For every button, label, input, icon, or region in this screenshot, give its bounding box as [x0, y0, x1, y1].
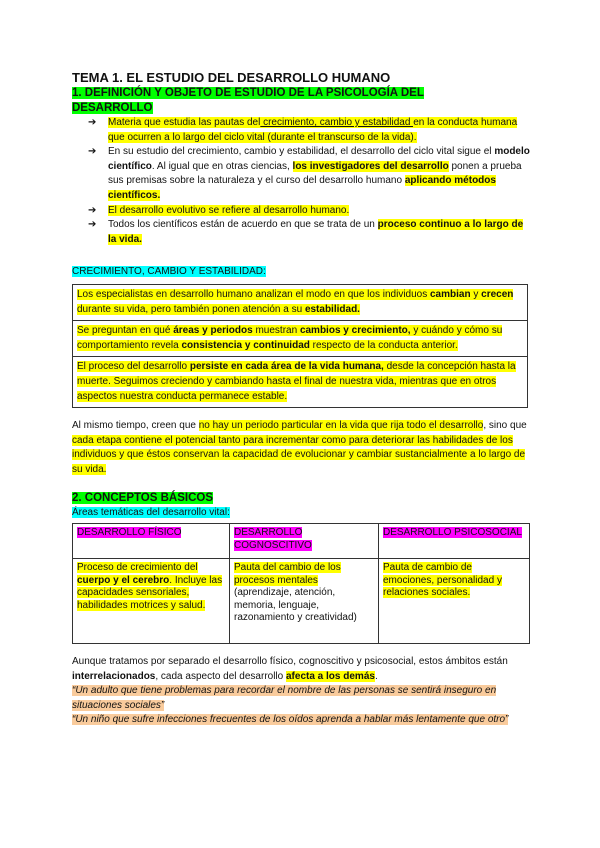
section1-heading-line2: DESARROLLO: [72, 102, 153, 114]
bullet1-text-b: crecimiento, cambio y estabilidad: [260, 117, 414, 128]
quote2-text: “Un niño que sufre infecciones frecuentes de los oídos aprenda a hablar más lentamente que otro”: [72, 714, 509, 726]
bullet3-text: El desarrollo evolutivo se refiere al desarrollo humano.: [108, 204, 350, 216]
para-text-a: Al mismo tiempo, creen que: [72, 420, 199, 432]
box2-text-c: muestran: [252, 325, 300, 337]
cognoscitivo-text-b: (aprendizaje, atención, memoria, lenguaje, razonamiento y creatividad): [234, 587, 357, 624]
cognoscitivo-text-a: Pauta del cambio de los procesos mentales: [234, 562, 341, 586]
bullet1-text-a: Materia que estudia las pautas del: [108, 117, 261, 128]
example-quote-2: [72, 713, 532, 728]
closing-text-b: interrelacionados: [72, 670, 156, 682]
table-header-cell: [73, 524, 230, 559]
box1-text-d: crecen: [481, 288, 514, 300]
bullet4-text-a: Todos los científicos están de acuerdo en que se trata de un: [108, 219, 378, 231]
list-item: [72, 116, 532, 145]
box1-text-a: Los especialistas en desarrollo humano analizan el modo en que los individuos: [77, 288, 430, 300]
para-text-c: , sino que: [483, 420, 527, 432]
table-header-cell: [379, 524, 530, 559]
growth-section-label: [72, 265, 532, 280]
para-text-b: no hay un periodo particular en la vida que rija todo el desarrollo: [198, 420, 484, 432]
table-cell: [73, 559, 230, 644]
bullet2-text-b: modelo científico: [108, 146, 530, 172]
list-item: [72, 204, 532, 219]
closing-text-d: afecta a los demás: [286, 670, 375, 682]
definition-list: [72, 116, 532, 247]
growth-label: CRECIMIENTO, CAMBIO Y ESTABILIDAD:: [72, 266, 266, 278]
growth-box-3: [73, 356, 527, 407]
closing-text-e: .: [374, 670, 378, 682]
fisico-text-c: . Incluye las capacidades sensoriales, habilidades motrices y salud.: [77, 574, 223, 611]
growth-boxes: [72, 284, 528, 408]
header-fisico: DESARROLLO FÍSICO: [77, 527, 182, 539]
box3-text-c: desde la concepción hasta la muerte. Seguimos creciendo y cambiando hasta el final de nuestra vida, mientras que en otros aspectos nuestra conducta permanece estable.: [77, 361, 516, 402]
box2-text-b: áreas y periodos: [173, 325, 253, 337]
section1-heading: [72, 86, 532, 116]
para-text-d: cada etapa contiene el potencial tanto para incrementar como para deteriorar las habilidades de los individuos y que éstos conservan la capacidad de evolucionar y cambiar sustancialmente a lo largo de su vida.: [72, 434, 526, 475]
bullet4-text-b: proceso continuo a lo largo de la vida.: [108, 219, 524, 245]
section2-heading-text: 2. CONCEPTOS BÁSICOS: [72, 492, 214, 505]
table-cell: [379, 559, 530, 644]
growth-box-2: [73, 320, 527, 356]
list-item: [72, 218, 532, 247]
quote1-text: “Un adulto que tiene problemas para recordar el nombre de las personas se sentirá inseguro en situaciones sociales”: [72, 685, 497, 711]
arrow-right-icon: ➔: [88, 204, 97, 216]
box3-text-a: El proceso del desarrollo: [77, 361, 190, 373]
document-page: [72, 70, 532, 728]
table-cell: [230, 559, 379, 644]
section1-heading-line1: 1. DEFINICIÓN Y OBJETO DE ESTUDIO DE LA PSICOLOGÍA DEL: [72, 87, 424, 99]
arrow-right-icon: ➔: [88, 117, 97, 128]
lifespan-paragraph: [72, 419, 532, 477]
arrow-right-icon: ➔: [88, 219, 97, 231]
header-cognoscitivo: DESARROLLO COGNOSCITIVO: [234, 527, 312, 551]
table-row: [73, 524, 530, 559]
box1-text-b: cambian: [430, 288, 471, 300]
header-psicosocial: DESARROLLO PSICOSOCIAL: [383, 527, 522, 539]
table-row: [73, 559, 530, 644]
bullet2-text-e: ponen a prueba sus premisas sobre la naturaleza y el curso del desarrollo humano: [108, 160, 522, 187]
box1-text-f: estabilidad.: [304, 303, 360, 315]
box2-text-g: respecto de la conducta anterior.: [309, 339, 458, 351]
box2-text-a: Se preguntan en qué: [77, 325, 174, 337]
box2-text-d: cambios y crecimiento,: [299, 325, 411, 337]
list-item: [72, 145, 532, 203]
growth-box-1: [73, 285, 527, 320]
table-header-cell: [230, 524, 379, 559]
example-quote-1: [72, 684, 532, 713]
arrow-right-icon: ➔: [88, 146, 97, 158]
box2-text-e: y cuándo y cómo su comportamiento revela: [77, 325, 503, 351]
bullet2-text-d: los investigadores del desarrollo: [292, 160, 449, 172]
bullet2-text-f: aplicando métodos científicos.: [108, 175, 496, 201]
areas-label: [72, 506, 532, 521]
areas-table: [72, 523, 530, 644]
bullet1-text-c: en la conducta humana que ocurren a lo largo del ciclo vital (durante el transcurso de la vida).: [108, 117, 518, 143]
interrelated-paragraph: [72, 655, 532, 684]
section2-heading: [72, 491, 532, 506]
bullet2-text-c: . Al igual que en otras ciencias,: [151, 160, 293, 172]
areas-label-text: Áreas temáticas del desarrollo vital:: [72, 507, 230, 519]
psicosocial-text: Pauta de cambio de emociones, personalidad y relaciones sociales.: [383, 562, 502, 599]
document-title: TEMA 1. EL ESTUDIO DEL DESARROLLO HUMANO: [72, 70, 391, 85]
fisico-text-b: cuerpo y el cerebro: [77, 574, 170, 586]
box2-text-f: consistencia y continuidad: [181, 339, 310, 351]
closing-text-c: , cada aspecto del desarrollo: [155, 670, 286, 682]
closing-text-a: Aunque tratamos por separado el desarrollo físico, cognoscitivo y psicosocial, estos ámbitos están: [72, 656, 508, 668]
box1-text-c: y: [470, 288, 482, 300]
box1-text-e: durante su vida, pero también ponen atención a su: [77, 303, 305, 315]
fisico-text-a: Proceso de crecimiento del: [77, 562, 198, 574]
bullet2-text-a: En su estudio del crecimiento, cambio y estabilidad, el desarrollo del ciclo vital sigue el: [108, 146, 495, 158]
box3-text-b: persiste en cada área de la vida humana,: [189, 361, 384, 373]
